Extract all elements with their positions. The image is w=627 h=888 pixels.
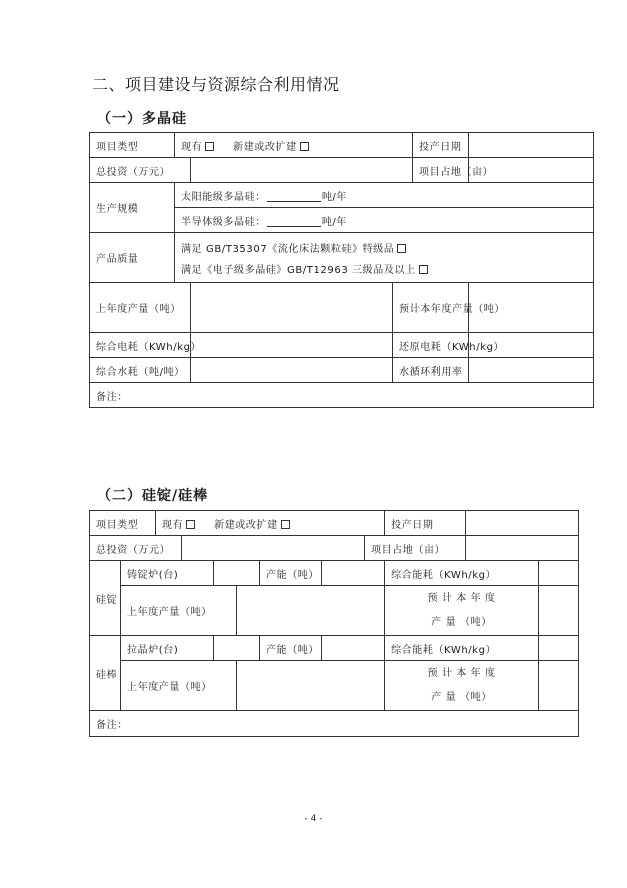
semi-grade-input[interactable] [267, 216, 321, 227]
ingot-expected-output-line1: 预 计 本 年 度 [427, 592, 496, 604]
ingot-furnace-label: 铸锭炉(台) [121, 561, 214, 586]
new-label: 新建或改扩建 [233, 141, 297, 153]
solar-grade-row [175, 183, 594, 208]
total-investment-label-2: 总投资（万元） [90, 536, 182, 561]
existing-label: 现有 [181, 141, 203, 153]
quality-options [175, 233, 594, 283]
last-year-output-label: 上年度产量（吨） [90, 283, 191, 333]
rod-expected-output-line2: 产 量 （吨） [431, 691, 492, 703]
rod-expected-output-line1: 预 计 本 年 度 [427, 667, 496, 679]
rod-expected-output-label [385, 661, 539, 711]
quality-option-1: 满足 GB/T35307《流化床法颗粒硅》特级品 [181, 243, 395, 255]
ingot-furnace-field[interactable] [214, 561, 260, 586]
solar-grade-input[interactable] [267, 191, 321, 202]
existing-label-2: 现有 [162, 519, 184, 531]
ingot-capacity-label: 产能（吨） [260, 561, 322, 586]
new-label-2: 新建或改扩建 [214, 519, 278, 531]
total-investment-label: 总投资（万元） [90, 158, 191, 183]
land-area-label: 项目占地（亩） [413, 158, 469, 183]
land-area-field-2[interactable] [466, 536, 579, 561]
remarks-field[interactable] [90, 383, 594, 408]
start-date-label: 投产日期 [413, 133, 469, 158]
land-area-label-2: 项目占地（亩） [365, 536, 466, 561]
water-consumption-field[interactable] [191, 358, 393, 383]
rod-energy-field[interactable] [539, 636, 579, 661]
solar-grade-label: 太阳能级多晶硅： [181, 191, 266, 203]
power-consumption-field[interactable] [191, 333, 393, 358]
remarks-label-2: 备注： [96, 720, 128, 731]
rod-capacity-label: 产能（吨） [260, 636, 322, 661]
semi-grade-row [175, 208, 594, 233]
start-date-field[interactable] [469, 133, 594, 158]
ingot-rod-form-table [89, 510, 579, 737]
rod-energy-label: 综合能耗（KWh/kg） [385, 636, 539, 661]
polysilicon-form-table [89, 132, 594, 408]
new-checkbox[interactable] [300, 142, 309, 151]
rod-last-year-output-field[interactable] [237, 661, 385, 711]
remarks-label: 备注： [96, 391, 128, 403]
semi-grade-label: 半导体级多晶硅： [181, 216, 266, 228]
quality-label: 产品质量 [90, 233, 175, 283]
ingot-capacity-field[interactable] [322, 561, 385, 586]
rod-capacity-field[interactable] [322, 636, 385, 661]
water-consumption-label: 综合水耗（吨/吨） [90, 358, 191, 383]
puller-label: 拉晶炉(台) [121, 636, 214, 661]
quality-option-2: 满足《电子级多晶硅》GB/T12963 三级品及以上 [181, 264, 416, 276]
existing-checkbox-2[interactable] [186, 520, 195, 529]
water-recycle-label: 水循环利用率 [393, 358, 469, 383]
page-number: - 4 - [304, 814, 323, 824]
quality-option-1-checkbox[interactable] [397, 244, 406, 253]
last-year-output-field[interactable] [191, 283, 393, 333]
puller-field[interactable] [214, 636, 260, 661]
ingot-expected-output-line2: 产 量 （吨） [431, 616, 492, 628]
ingot-energy-label: 综合能耗（KWh/kg） [385, 561, 539, 586]
quality-option-2-checkbox[interactable] [419, 265, 428, 274]
rod-last-year-output-label: 上年度产量（吨） [121, 661, 237, 711]
water-recycle-field[interactable] [469, 358, 594, 383]
power-consumption-label: 综合电耗（KWh/kg） [90, 333, 191, 358]
expected-output-label: 预计本年度产量（吨） [393, 283, 469, 333]
remarks-field-2[interactable] [90, 711, 579, 737]
reduction-power-label: 还原电耗（KWh/kg） [393, 333, 469, 358]
ingot-expected-output-label [385, 586, 539, 636]
ingot-expected-output-field[interactable] [539, 586, 579, 636]
project-type-label: 项目类型 [90, 133, 175, 158]
project-type-options [175, 133, 413, 158]
start-date-field-2[interactable] [466, 511, 579, 536]
ingot-label: 硅锭 [90, 561, 121, 636]
polysilicon-subtitle: （一）多晶硅 [97, 111, 187, 127]
rod-label: 硅棒 [90, 636, 121, 711]
start-date-label-2: 投产日期 [385, 511, 466, 536]
rod-expected-output-field[interactable] [539, 661, 579, 711]
section-title: 二、项目建设与资源综合利用情况 [92, 75, 340, 94]
project-type-options-2 [156, 511, 385, 536]
project-type-label-2: 项目类型 [90, 511, 156, 536]
semi-grade-unit: 吨/年 [321, 216, 347, 228]
capacity-label: 生产规模 [90, 183, 175, 233]
ingot-last-year-output-field[interactable] [237, 586, 385, 636]
existing-checkbox[interactable] [205, 142, 214, 151]
new-checkbox-2[interactable] [281, 520, 290, 529]
ingot-energy-field[interactable] [539, 561, 579, 586]
ingot-rod-subtitle: （二）硅锭/硅棒 [97, 488, 209, 504]
total-investment-field[interactable] [191, 158, 413, 183]
solar-grade-unit: 吨/年 [321, 191, 347, 203]
total-investment-field-2[interactable] [182, 536, 365, 561]
ingot-last-year-output-label: 上年度产量（吨） [121, 586, 237, 636]
